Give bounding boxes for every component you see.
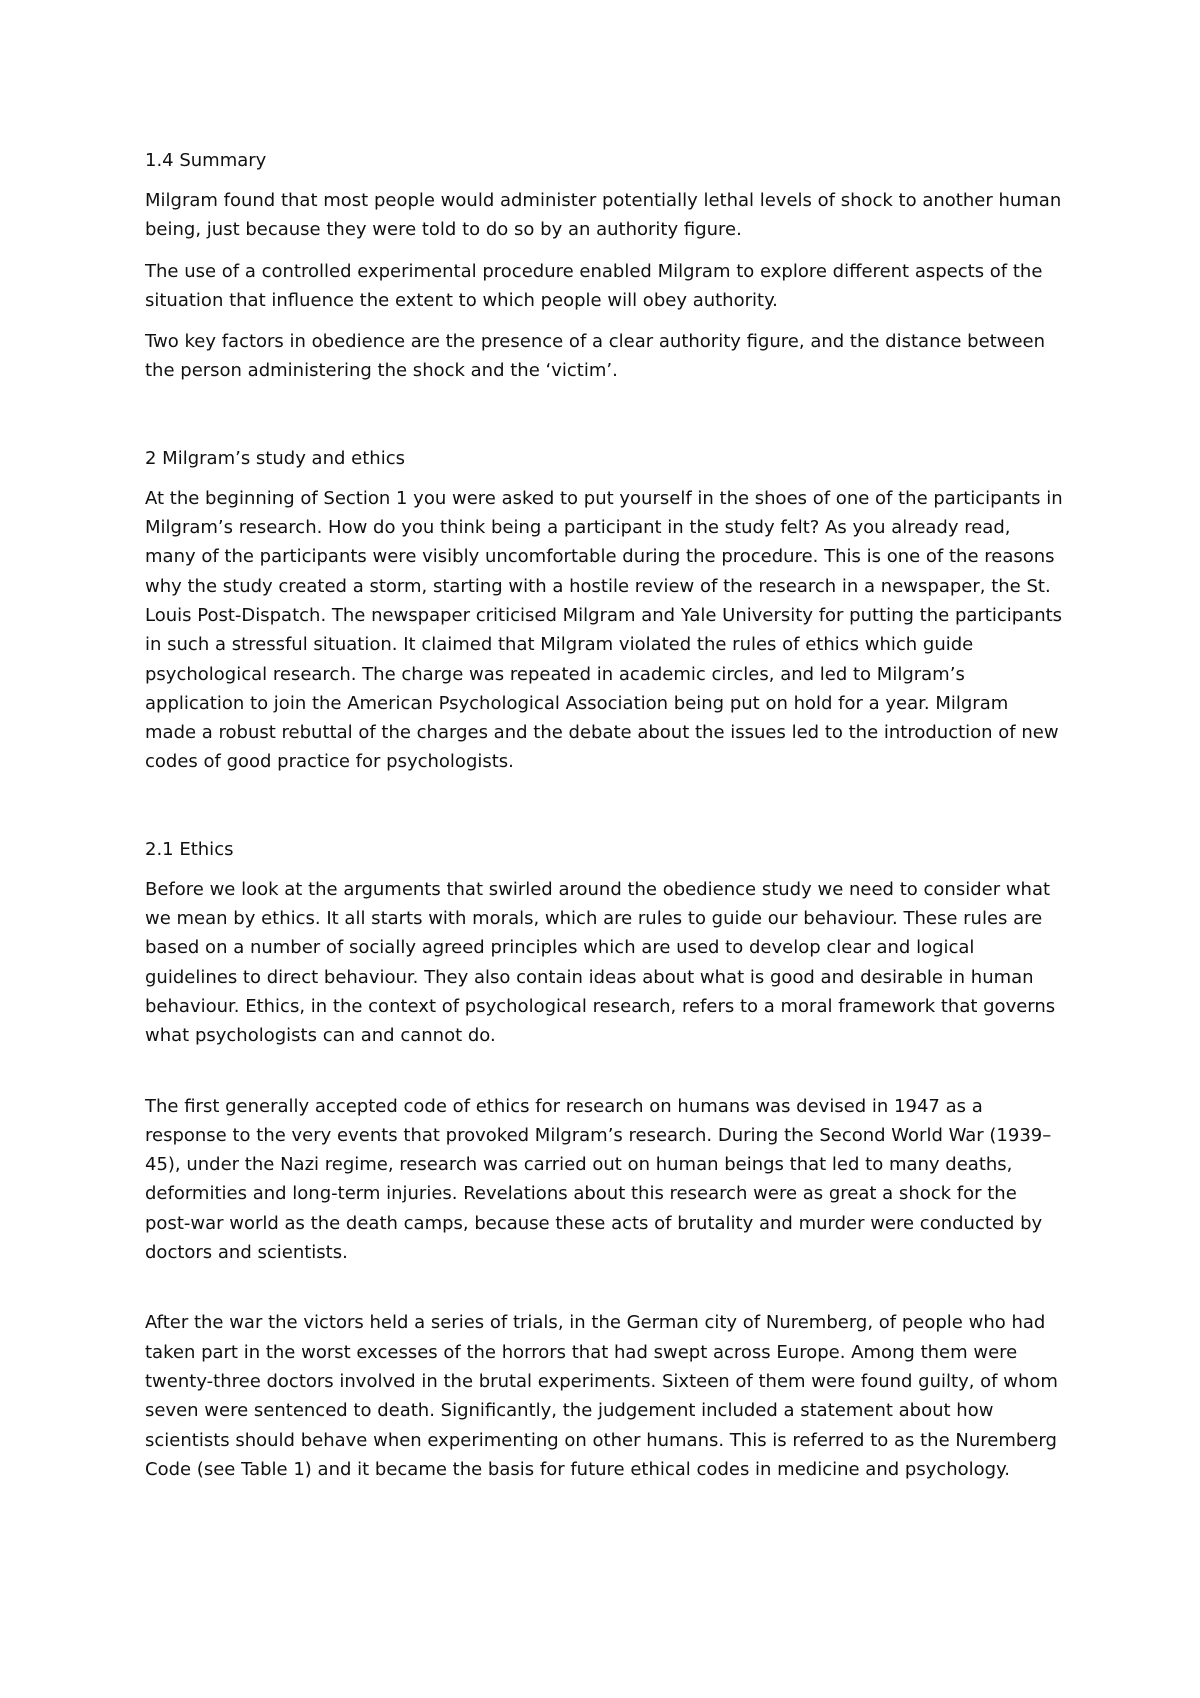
spacer xyxy=(145,398,1065,444)
section-heading-1-4: 1.4 Summary xyxy=(145,150,267,171)
section-heading-2-1: 2.1 Ethics xyxy=(145,838,234,860)
body-paragraph: Before we look at the arguments that swirled around the obedience study we need to consider what we mean by ethics. It all starts with morals, which are rules to guide our behaviour. These rules are based on a number of socially agreed principles which are used to develop clear and logical guidelines to direct behaviour. They also contain ideas about what is good and desirable in human behaviour. Ethics, in the context of psychological research, refers to a moral framework that governs what psychologists can and cannot do. xyxy=(145,878,1056,1047)
spacer xyxy=(145,1279,1065,1308)
document-body xyxy=(145,146,1065,1496)
body-paragraph: After the war the victors held a series of trials, in the German city of Nuremberg, of people who had taken part in the worst excesses of the horrors that had swept across Europe. Among them were twenty-three doctors involved in the brutal experiments. Sixteen of them were found guilty, of whom seven were sentenced to death. Significantly, the judgement included a statement about how scientists should behave when experimenting on other humans. This is referred to as the Nuremberg Code (see Table 1) and it became the basis for future ethical codes in medicine and psychology. xyxy=(145,1312,1058,1480)
body-paragraph: The first generally accepted code of ethics for research on humans was devised in 1947 as a response to the very events that provoked Milgram’s research. During the Second World War (1939–45), under the Nazi regime, research was carried out on human beings that led to many deaths, deformities and long-term injuries. Revelations about this research were as great a shock for the post-war world as the death camps, because these acts of brutality and murder were conducted by doctors and scientists. xyxy=(145,1095,1052,1264)
spacer xyxy=(145,1063,1065,1092)
spacer xyxy=(145,789,1065,835)
summary-paragraph: Two key factors in obedience are the presence of a clear authority figure, and the distance between the person administering the shock and the ‘victim’. xyxy=(145,331,1045,382)
summary-paragraph: The use of a controlled experimental procedure enabled Milgram to explore different aspects of the situation that influence the extent to which people will obey authority. xyxy=(145,260,1043,311)
body-paragraph: At the beginning of Section 1 you were asked to put yourself in the shoes of one of the participants in Milgram’s research. How do you think being a participant in the study felt? As you already read, many of the participants were visibly uncomfortable during the procedure. This is one of the reasons why the study created a storm, starting with a hostile review of the research in a newspaper, the St. Louis Post-Dispatch. The newspaper criticised Milgram and Yale University for putting the participants in such a stressful situation. It claimed that Milgram violated the rules of ethics which guide psychological research. The charge was repeated in academic circles, and led to Milgram’s application to join the American Psychological Association being put on hold for a year. Milgram made a robust rebuttal of the charges and the debate about the issues led to the introduction of new codes of good practice for psychologists. xyxy=(145,487,1063,773)
summary-paragraph: Milgram found that most people would administer potentially lethal levels of shock to another human being, just because they were told to do so by an authority figure. xyxy=(145,190,1062,241)
section-heading-2: 2 Milgram’s study and ethics xyxy=(145,447,405,469)
